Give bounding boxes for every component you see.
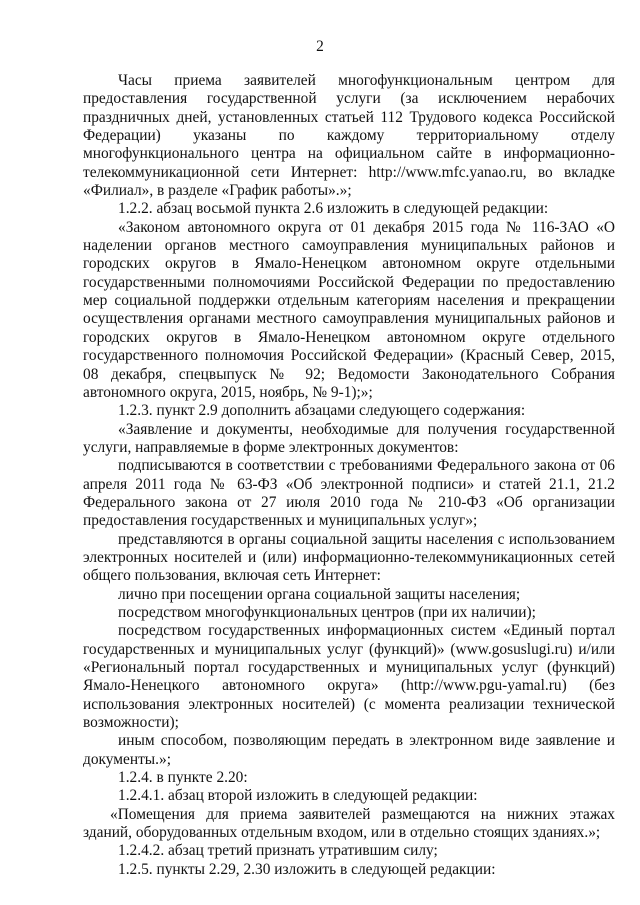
- paragraph: «Помещения для приема заявителей размещаются на нижних этажах зданий, оборудованных отдельным входом, или в отдельно стоящих зданиях.»;: [83, 805, 615, 842]
- paragraph: иным способом, позволяющим передать в электронном виде заявление и документы.»;: [83, 732, 615, 768]
- paragraph: лично при посещении органа социальной защиты населения;: [118, 585, 521, 603]
- paragraph: представляются в органы социальной защиты населения с использованием электронных носителей и (или) информационно-телекоммуникационных сетей общего пользования, включая сеть Интернет:: [83, 530, 615, 585]
- paragraph: 1.2.4.2. абзац третий признать утратившим силу;: [118, 842, 438, 860]
- paragraph: «Заявление и документы, необходимые для получения государственной услуги, направляемые в форме электронных документов:: [83, 420, 615, 456]
- paragraph: «Законом автономного округа от 01 декабря 2015 года № 116-ЗАО «О наделении органов местного самоуправления муниципальных районов и городских округов в Ямало-Ненецком автономном округе отдельными государственными полномочиями Российской Федерации по предоставлению мер социальной поддержки отдельным категориям населения и прекращении осуществления органами местного самоуправления муниципальных районов и городских округов в Ямало-Ненецком автономном округе отдельного государственного полномочия Российской Федерации» (Красный Север, 2015, 08 декабря, спецвыпуск № 92; Ведомости Законодательного Собрания автономного округа, 2015, ноябрь, № 9-1);»;: [83, 218, 615, 401]
- paragraph: посредством государственных информационных систем «Единый портал государственных и муниципальных услуг (функций)» (www.gosuslugi.ru) и/или «Региональный портал государственных и муниципальных услуг (функций) Ямало-Ненецкого автономного округа» (http://www.pgu-yamal.ru) (без использования электронных носителей) (с момента реализации технической возможности);: [83, 622, 615, 732]
- page-number: 2: [316, 38, 324, 55]
- paragraph: посредством многофункциональных центров (при их наличии);: [118, 603, 536, 621]
- paragraph: 1.2.3. пункт 2.9 дополнить абзацами следующего содержания:: [118, 402, 526, 420]
- paragraph: 1.2.2. абзац восьмой пункта 2.6 изложить в следующей редакции:: [118, 200, 549, 218]
- paragraph: 1.2.4.1. абзац второй изложить в следующей редакции:: [118, 787, 478, 805]
- paragraph: 1.2.5. пункты 2.29, 2.30 изложить в следующей редакции:: [118, 860, 496, 878]
- paragraph: 1.2.4. в пункте 2.20:: [118, 769, 248, 787]
- paragraph: Часы приема заявителей многофункциональным центром для предоставления государственной услуги (за исключением нерабочих праздничных дней, установленных статьей 112 Трудового кодекса Российской Федерации) указаны по каждому территориальному отделу многофункционального центра на официальном сайте в информационно-телекоммуникационной сети Интернет: http://www.mfc.yanao.ru, во вкладке «Филиал», в разделе «График работы».»;: [83, 72, 615, 200]
- paragraph: подписываются в соответствии с требованиями Федерального закона от 06 апреля 2011 года № 63-ФЗ «Об электронной подписи» и статей 21.1, 21.2 Федерального закона от 27 июля 2010 года № 210-ФЗ «Об организации предоставления государственных и муниципальных услуг»;: [83, 457, 615, 530]
- document-body: [83, 72, 615, 879]
